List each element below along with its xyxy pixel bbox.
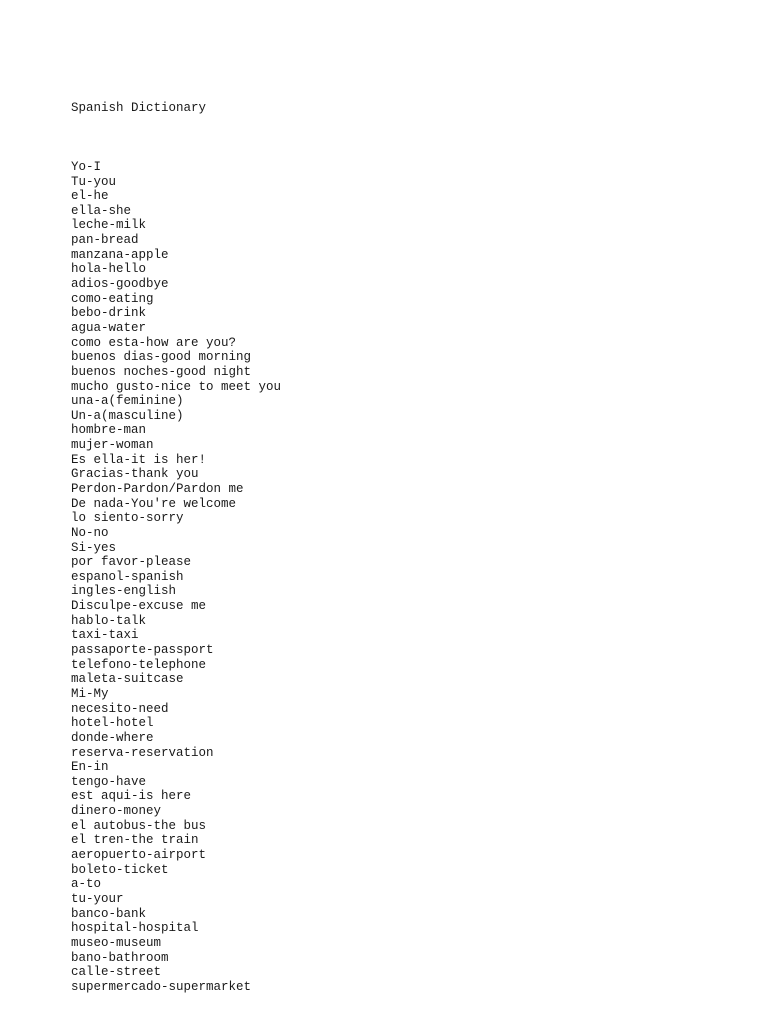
dictionary-entry: Un-a(masculine)	[71, 408, 184, 423]
dictionary-entry: reserva-reservation	[71, 745, 214, 760]
dictionary-entry-list	[71, 160, 751, 995]
dictionary-entry: el-he	[71, 189, 109, 204]
dictionary-entry: el tren-the train	[71, 833, 199, 848]
dictionary-entry: maleta-suitcase	[71, 672, 184, 687]
dictionary-entry: hotel-hotel	[71, 716, 154, 731]
dictionary-entry: lo siento-sorry	[71, 511, 184, 526]
dictionary-entry: Es ella-it is her!	[71, 452, 207, 467]
dictionary-entry: En-in	[71, 760, 109, 775]
dictionary-entry: como esta-how are you?	[71, 335, 237, 350]
dictionary-entry: supermercado-supermarket	[71, 979, 252, 994]
dictionary-entry: Perdon-Pardon/Pardon me	[71, 482, 244, 496]
dictionary-entry: De nada-You're welcome	[71, 496, 237, 511]
dictionary-entry: el autobus-the bus	[71, 818, 207, 833]
dictionary-entry: bano-bathroom	[71, 950, 169, 965]
dictionary-entry: est aqui-is here	[71, 789, 192, 804]
dictionary-entry: Tu-you	[71, 174, 117, 189]
dictionary-entry: Disculpe-excuse me	[71, 599, 207, 614]
dictionary-entry: ella-she	[71, 203, 132, 218]
dictionary-entry: adios-goodbye	[71, 277, 169, 292]
dictionary-entry: necesito-need	[71, 701, 169, 716]
dictionary-entry: Si-yes	[71, 540, 117, 555]
dictionary-entry: buenos dias-good morning	[71, 350, 252, 365]
dictionary-entry: Gracias-thank you	[71, 467, 199, 482]
dictionary-entry: donde-where	[71, 730, 154, 745]
dictionary-entry: tengo-have	[71, 774, 147, 789]
dictionary-entry: mucho gusto-nice to meet you	[71, 379, 282, 394]
dictionary-entry: taxi-taxi	[71, 628, 139, 643]
dictionary-entry: calle-street	[71, 965, 162, 980]
dictionary-entry: hombre-man	[71, 423, 147, 438]
dictionary-entry: telefono-telephone	[71, 657, 207, 672]
dictionary-entry: boleto-ticket	[71, 862, 169, 877]
dictionary-entry: Mi-My	[71, 686, 109, 701]
dictionary-entry: tu-your	[71, 891, 124, 906]
dictionary-entry: leche-milk	[71, 218, 147, 233]
dictionary-entry: una-a(feminine)	[71, 394, 184, 409]
dictionary-entry: museo-museum	[71, 935, 162, 950]
dictionary-entry: bebo-drink	[71, 306, 147, 321]
dictionary-entry: No-no	[71, 525, 109, 540]
dictionary-entry: aeropuerto-airport	[71, 848, 207, 863]
document-title: Spanish Dictionary	[71, 101, 207, 116]
dictionary-entry: hospital-hospital	[71, 921, 199, 936]
dictionary-entry: ingles-english	[71, 584, 177, 599]
dictionary-entry: Yo-I	[71, 159, 102, 174]
dictionary-entry: hola-hello	[71, 262, 147, 277]
dictionary-entry: agua-water	[71, 320, 147, 335]
dictionary-entry: mujer-woman	[71, 438, 154, 453]
dictionary-entry: pan-bread	[71, 233, 139, 248]
dictionary-entry: hablo-talk	[71, 613, 147, 628]
dictionary-entry: manzana-apple	[71, 247, 169, 262]
dictionary-entry: passaporte-passport	[71, 643, 214, 658]
dictionary-entry: a-to	[71, 877, 102, 892]
dictionary-entry: como-eating	[71, 291, 154, 306]
dictionary-entry: dinero-money	[71, 804, 162, 819]
dictionary-entry: buenos noches-good night	[71, 364, 252, 379]
dictionary-entry: por favor-please	[71, 555, 192, 570]
dictionary-entry: espanol-spanish	[71, 569, 184, 584]
dictionary-entry: banco-bank	[71, 906, 147, 921]
document-page	[71, 72, 751, 1009]
